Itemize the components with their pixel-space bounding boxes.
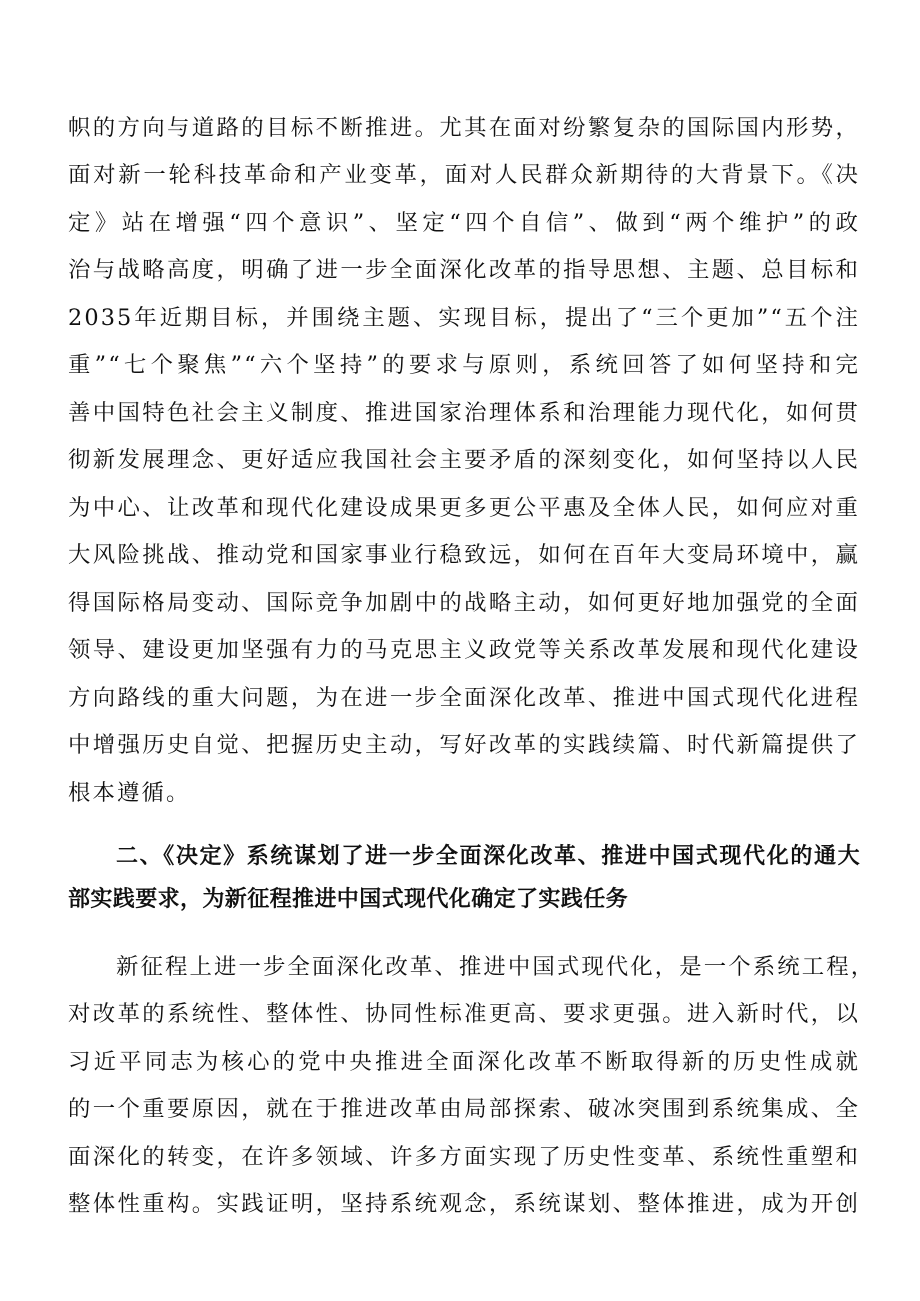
paragraph-1-line: 为中心、让改革和现代化建设成果更多更公平惠及全体人民，如何应对重 <box>68 495 860 521</box>
section-2-heading-line-1: 二、《决定》系统谋划了进一步全面深化改革、推进中国式现代化的通大 <box>116 844 860 869</box>
paragraph-1-line: 根本遵循。 <box>68 780 191 806</box>
section-2-heading-line-2: 部实践要求，为新征程推进中国式现代化确定了实践任务 <box>68 887 629 912</box>
paragraph-1-line: 领导、建设更加坚强有力的马克思主义政党等关系改革发展和现代化建设 <box>68 637 860 663</box>
paragraph-1-line: 治与战略高度，明确了进一步全面深化改革的指导思想、主题、总目标和 <box>68 257 860 283</box>
paragraph-2-line: 的一个重要原因，就在于推进改革由局部探索、破冰突围到系统集成、全 <box>68 1096 860 1122</box>
paragraph-1-line: 彻新发展理念、更好适应我国社会主要矛盾的深刻变化，如何坚持以人民 <box>68 447 860 473</box>
paragraph-1-line: 定》站在增强“四个意识”、坚定“四个自信”、做到“两个维护”的政 <box>68 210 860 236</box>
paragraph-1-line: 中增强历史自觉、把握历史主动，写好改革的实践续篇、时代新篇提供了 <box>68 732 860 758</box>
paragraph-2-line: 对改革的系统性、整体性、协同性标准更高、要求更强。进入新时代，以 <box>68 1001 860 1027</box>
paragraph-2-line: 新征程上进一步全面深化改革、推进中国式现代化，是一个系统工程， <box>116 954 876 980</box>
paragraph-2-line: 习近平同志为核心的党中央推进全面深化改革不断取得新的历史性成就 <box>68 1049 860 1075</box>
paragraph-2-line: 面深化的转变，在许多领域、许多方面实现了历史性变革、系统性重塑和 <box>68 1144 860 1170</box>
paragraph-1-line: 得国际格局变动、国际竞争加剧中的战略主动，如何更好地加强党的全面 <box>68 590 860 616</box>
paragraph-1-line: 方向路线的重大问题，为在进一步全面深化改革、推进中国式现代化进程 <box>68 685 860 711</box>
paragraph-1-line: 大风险挑战、推动党和国家事业行稳致远，如何在百年大变局环境中，赢 <box>68 542 860 568</box>
paragraph-1-line: 2035年近期目标，并围绕主题、实现目标，提出了“三个更加”“五个注 <box>68 305 860 331</box>
paragraph-1-line: 面对新一轮科技革命和产业变革，面对人民群众新期待的大背景下。《决 <box>68 162 860 188</box>
paragraph-2-line: 整体性重构。实践证明，坚持系统观念，系统谋划、整体推进，成为开创 <box>68 1191 860 1217</box>
paragraph-1-line: 帜的方向与道路的目标不断推进。尤其在面对纷繁复杂的国际国内形势， <box>68 115 860 141</box>
paragraph-1-line: 重”“七个聚焦”“六个坚持”的要求与原则，系统回答了如何坚持和完 <box>68 352 860 378</box>
paragraph-1-line: 善中国特色社会主义制度、推进国家治理体系和治理能力现代化，如何贯 <box>68 400 860 426</box>
